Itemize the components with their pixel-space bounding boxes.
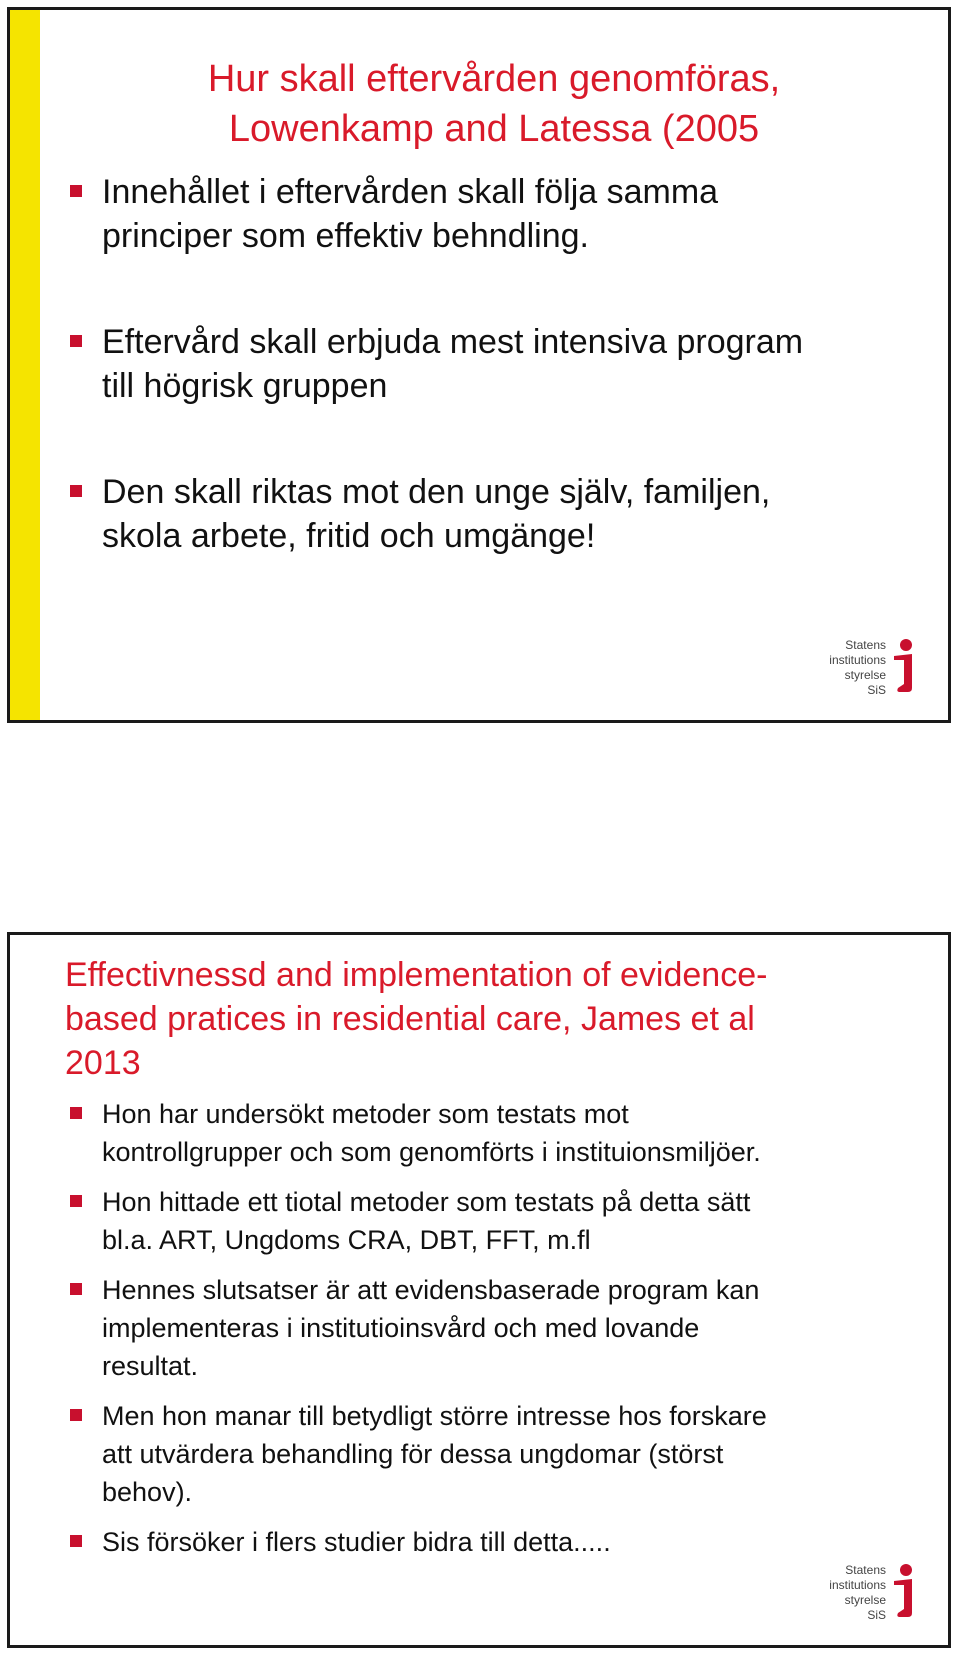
title-line: Effectivnessd and implementation of evidence- <box>65 956 768 994</box>
square-bullet-icon <box>70 485 82 497</box>
square-bullet-icon <box>70 185 82 197</box>
square-bullet-icon <box>70 335 82 347</box>
title-line: based pratices in residential care, James et al <box>65 1000 755 1038</box>
list-item <box>70 1095 928 1171</box>
title-line: 2013 <box>65 1044 141 1082</box>
bullet-text: kontrollgrupper och som genomförts i instituionsmiljöer. <box>102 1137 761 1167</box>
square-bullet-icon <box>70 1409 82 1421</box>
bullet-text: Sis försöker i flers studier bidra till detta..... <box>102 1527 611 1557</box>
list-item <box>70 470 928 558</box>
bullet-text: Eftervård skall erbjuda mest intensiva program <box>102 323 804 361</box>
logo-text <box>828 1563 886 1623</box>
logo-line: Statens <box>845 638 886 652</box>
logo-line: institutions <box>829 1578 886 1592</box>
square-bullet-icon <box>70 1195 82 1207</box>
list-item <box>70 1271 928 1385</box>
bullet-text: principer som effektiv behndling. <box>102 217 589 255</box>
logo-line: institutions <box>829 653 886 667</box>
logo-line: styrelse SiS <box>844 1593 886 1622</box>
bullet-text: behov). <box>102 1477 193 1507</box>
slide-1 <box>7 7 951 723</box>
sis-i-logo-icon <box>890 1563 916 1619</box>
list-item <box>70 1523 928 1561</box>
bullet-text: Men hon manar till betydligt större intresse hos forskare <box>102 1401 767 1431</box>
bullet-text: resultat. <box>102 1351 199 1381</box>
bullet-text: Den skall riktas mot den unge själv, familjen, <box>102 473 771 511</box>
bullet-text: att utvärdera behandling för dessa ungdomar (störst <box>102 1439 724 1469</box>
bullet-text: Hon hittade ett tiotal metoder som testats på detta sätt <box>102 1187 751 1217</box>
bullet-text: Hon har undersökt metoder som testats mot <box>102 1099 629 1129</box>
bullet-text: Hennes slutsatser är att evidensbaserade program kan <box>102 1275 760 1305</box>
square-bullet-icon <box>70 1535 82 1547</box>
slide-title <box>40 54 948 154</box>
list-item <box>70 170 928 258</box>
logo-line: Statens <box>845 1563 886 1577</box>
bullet-text: skola arbete, fritid och umgänge! <box>102 517 596 555</box>
logo-text <box>828 638 886 698</box>
title-line: Hur skall eftervården genomföras, <box>207 58 781 100</box>
bullet-text: implementeras i institutioinsvård och med lovande <box>102 1313 700 1343</box>
bullet-text: Innehållet i eftervården skall följa samma <box>102 173 719 211</box>
list-item <box>70 1397 928 1511</box>
bullet-list <box>70 170 928 620</box>
square-bullet-icon <box>70 1283 82 1295</box>
sis-logo <box>828 638 916 697</box>
list-item <box>70 320 928 408</box>
bullet-text: bl.a. ART, Ungdoms CRA, DBT, FFT, m.fl <box>102 1225 591 1255</box>
list-item <box>70 1183 928 1259</box>
bullet-list <box>70 1095 928 1573</box>
slide-title <box>65 953 928 1085</box>
bullet-text: till högrisk gruppen <box>102 367 388 405</box>
accent-bar <box>10 10 40 720</box>
title-line: Lowenkamp and Latessa (2005 <box>228 108 760 150</box>
logo-line: styrelse SiS <box>844 668 886 697</box>
square-bullet-icon <box>70 1107 82 1119</box>
slide-2 <box>7 932 951 1648</box>
sis-logo <box>828 1563 916 1622</box>
sis-i-logo-icon <box>890 638 916 694</box>
